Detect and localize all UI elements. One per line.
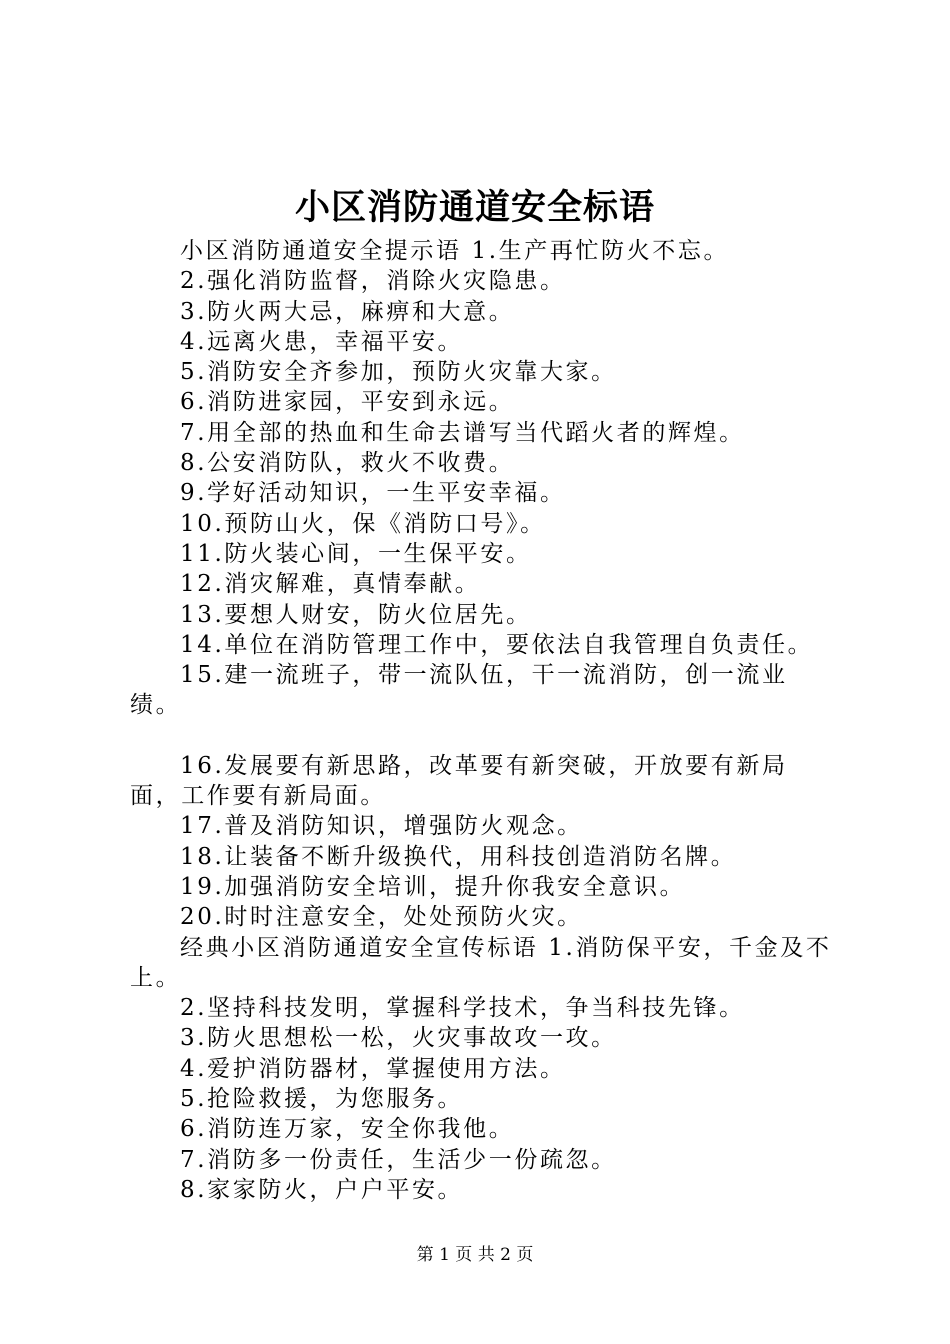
paragraph: 18.让装备不断升级换代，用科技创造消防名牌。 [180, 843, 737, 870]
paragraph: 12.消灾解难，真情奉献。 [180, 571, 481, 598]
paragraph: 2.坚持科技发明，掌握科学技术，争当科技先锋。 [180, 995, 745, 1022]
paragraph: 17.普及消防知识，增强防火观念。 [180, 813, 583, 840]
paragraph: 经典小区消防通道安全宣传标语 1.消防保平安，千金及不上。 [130, 934, 832, 991]
paragraph: 6.消防连万家，安全你我他。 [180, 1116, 515, 1143]
paragraph: 7.消防多一份责任，生活少一份疏忽。 [180, 1146, 617, 1173]
paragraph: 8.家家防火，户户平安。 [180, 1176, 464, 1203]
paragraph: 4.远离火患，幸福平安。 [180, 328, 464, 355]
paragraph: 5.消防安全齐参加，预防火灾靠大家。 [180, 359, 617, 386]
paragraph: 19.加强消防安全培训，提升你我安全意识。 [180, 873, 686, 900]
document-title: 小区消防通道安全标语 [294, 187, 655, 228]
document-body [130, 236, 836, 1205]
paragraph: 9.学好活动知识，一生平安幸福。 [180, 480, 566, 507]
paragraph: 3.防火思想松一松，火灾事故攻一攻。 [180, 1025, 617, 1052]
paragraph: 15.建一流班子，带一流队伍，干一流消防，创一流业绩。 [130, 662, 788, 719]
paragraph: 3.防火两大忌，麻痹和大意。 [180, 298, 515, 325]
paragraph: 4.爱护消防器材，掌握使用方法。 [180, 1055, 566, 1082]
paragraph: 20.时时注意安全，处处预防火灾。 [180, 904, 583, 931]
paragraph: 14.单位在消防管理工作中，要依法自我管理自负责任。 [180, 631, 814, 658]
paragraph: 10.预防山火，保《消防口号》。 [180, 510, 546, 537]
paragraph: 6.消防进家园，平安到永远。 [180, 389, 515, 416]
paragraph: 13.要想人财安，防火位居先。 [180, 601, 532, 628]
paragraph: 小区消防通道安全提示语 1.生产再忙防火不忘。 [180, 238, 730, 264]
paragraph: 16.发展要有新思路，改革要有新突破，开放要有新局面，工作要有新局面。 [130, 752, 788, 810]
paragraph: 5.抢险救援，为您服务。 [180, 1086, 464, 1113]
paragraph: 7.用全部的热血和生命去谱写当代蹈火者的辉煌。 [180, 419, 745, 446]
page-footer: 第 1 页 共 2 页 [416, 1245, 534, 1265]
paragraph: 2.强化消防监督，消除火灾隐患。 [180, 268, 566, 295]
paragraph: 11.防火装心间，一生保平安。 [180, 540, 532, 567]
paragraph: 8.公安消防队，救火不收费。 [180, 450, 515, 477]
